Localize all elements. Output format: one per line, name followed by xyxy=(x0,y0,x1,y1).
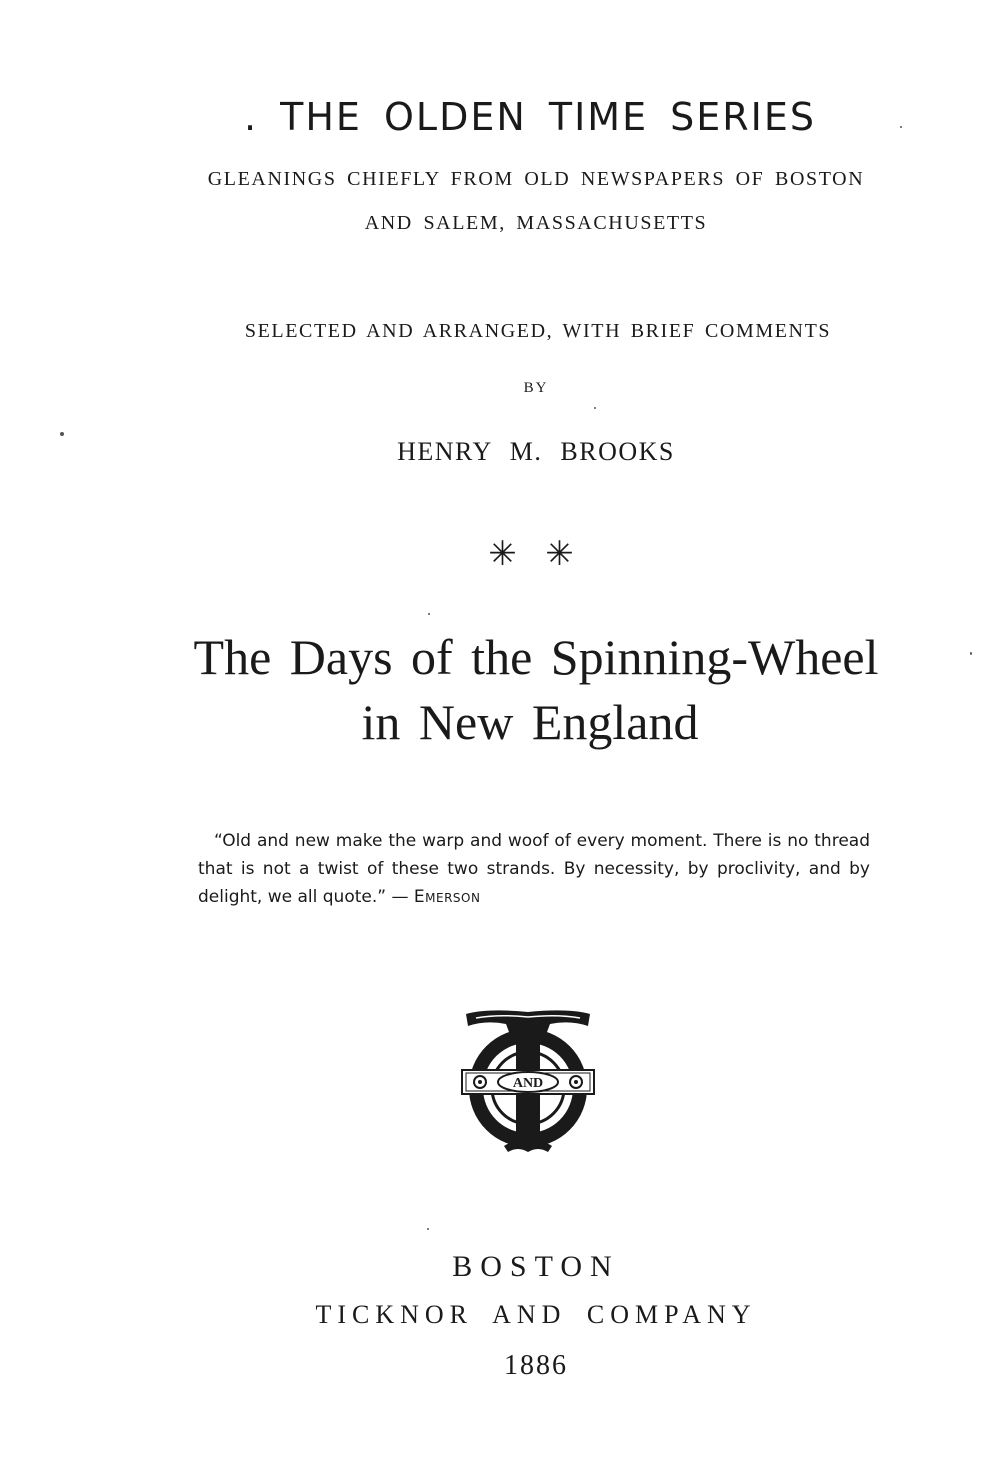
imprint-city: BOSTON xyxy=(452,1250,620,1283)
series-title: . THE OLDEN TIME SERIES xyxy=(243,95,817,139)
epigraph-attribution: Emerson xyxy=(413,887,481,907)
publisher-monogram-logo xyxy=(458,1006,598,1156)
logo-and-text: AND xyxy=(512,1076,544,1091)
by-label: BY xyxy=(523,380,549,396)
author-name: HENRY M. BROOKS xyxy=(397,437,675,466)
scan-speck xyxy=(428,613,430,615)
scan-speck xyxy=(970,652,972,655)
epigraph xyxy=(198,827,870,911)
series-subtitle-line1: GLEANINGS CHIEFLY FROM OLD NEWSPAPERS OF BOSTON xyxy=(207,168,865,190)
scan-speck xyxy=(427,1228,429,1230)
book-title-line1: The Days of the Spinning-Wheel xyxy=(193,629,879,685)
imprint-publisher: TICKNOR AND COMPANY xyxy=(315,1300,757,1329)
imprint-year: 1886 xyxy=(504,1350,568,1381)
epigraph-text: “Old and new make the warp and woof of every moment. There is no thread that is not a twist of these two strands. By necessity, by proclivity, and by delight, we all quote.” — xyxy=(198,831,870,907)
scan-speck xyxy=(60,432,64,436)
book-title-line2: in New England xyxy=(361,694,699,750)
asterisk-ornament: ✳ ✳ xyxy=(488,536,584,573)
scan-speck xyxy=(900,126,902,128)
series-subtitle-line2: AND SALEM, MASSACHUSETTS xyxy=(364,212,708,234)
scan-speck xyxy=(594,407,596,409)
selected-arranged-credit: SELECTED AND ARRANGED, WITH BRIEF COMMENTS xyxy=(244,320,832,342)
